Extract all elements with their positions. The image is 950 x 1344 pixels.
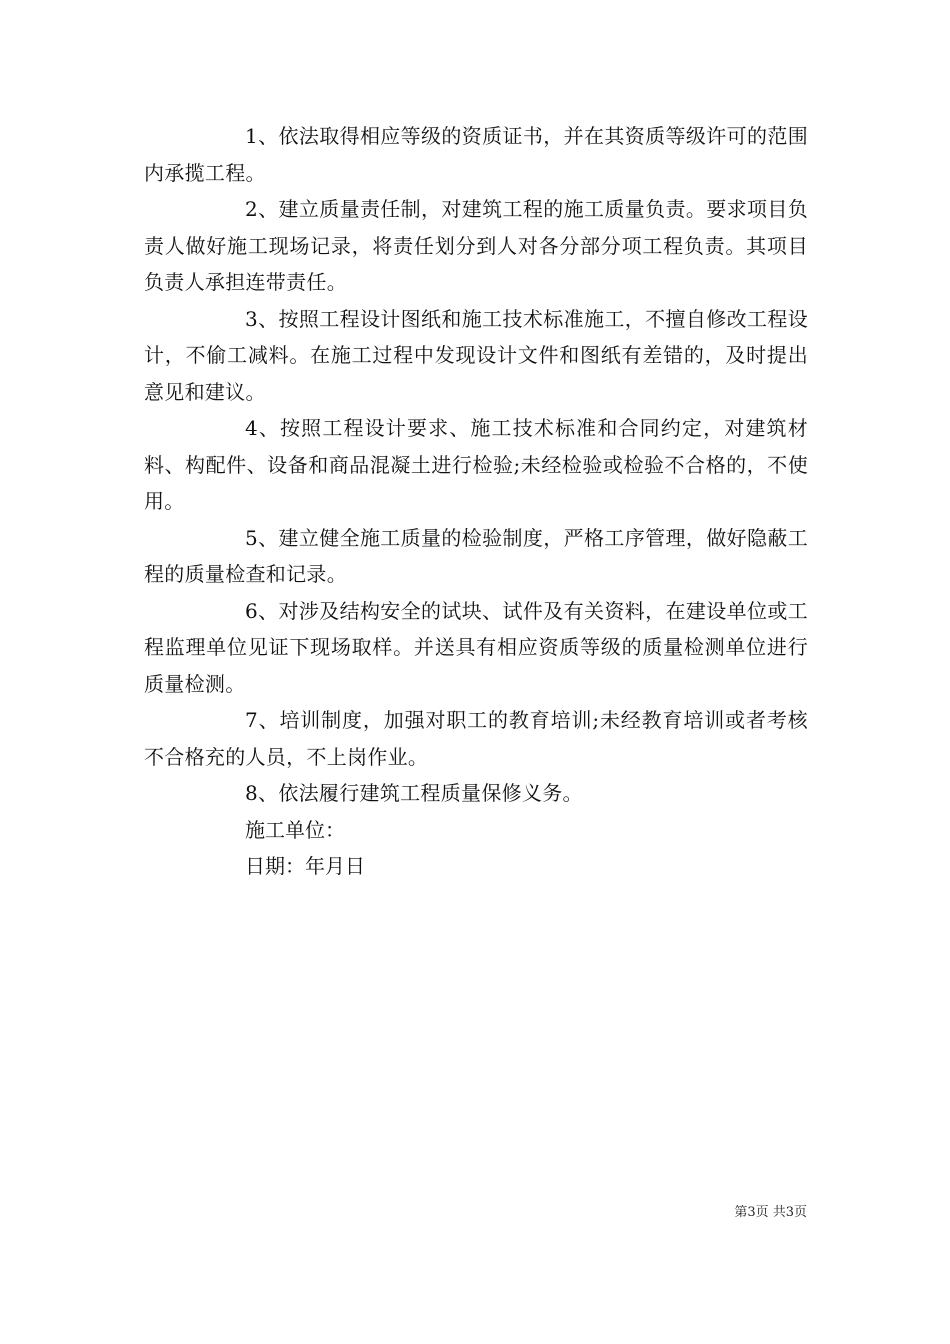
clause-5: 5、建立健全施工质量的检验制度，严格工序管理，做好隐蔽工程的质量检查和记录。: [144, 525, 808, 586]
clause-3: 3、按照工程设计图纸和施工技术标准施工，不擅自修改工程设计，不偷工减料。在施工过程中发现设计文件和图纸有差错的，及时提出意见和建议。: [144, 306, 808, 404]
clause-1: 1、依法取得相应等级的资质证书，并在其资质等级许可的范围内承揽工程。: [144, 124, 808, 185]
page-number-footer: 第3页 共3页: [734, 1205, 807, 1220]
clause-6: 6、对涉及结构安全的试块、试件及有关资料，在建设单位或工程监理单位见证下现场取样。并送具有相应资质等级的质量检测单位进行质量检测。: [144, 598, 808, 696]
construction-unit-label: 施工单位：: [245, 817, 345, 842]
date-label: 日期：年月日: [245, 854, 365, 878]
clause-7: 7、培训制度，加强对职工的教育培训;未经教育培训或者考核不合格充的人员，不上岗作业。: [144, 708, 808, 769]
document-body: [144, 118, 808, 885]
clause-2: 2、建立质量责任制，对建筑工程的施工质量负责。要求项目负责人做好施工现场记录，将责任划分到人对各分部分项工程负责。其项目负责人承担连带责任。: [144, 197, 808, 294]
clause-8: 8、依法履行建筑工程质量保修义务。: [245, 781, 583, 805]
clause-4: 4、按照工程设计要求、施工技术标准和合同约定，对建筑材料、构配件、设备和商品混凝土进行检验;未经检验或检验不合格的，不使用。: [144, 416, 808, 513]
